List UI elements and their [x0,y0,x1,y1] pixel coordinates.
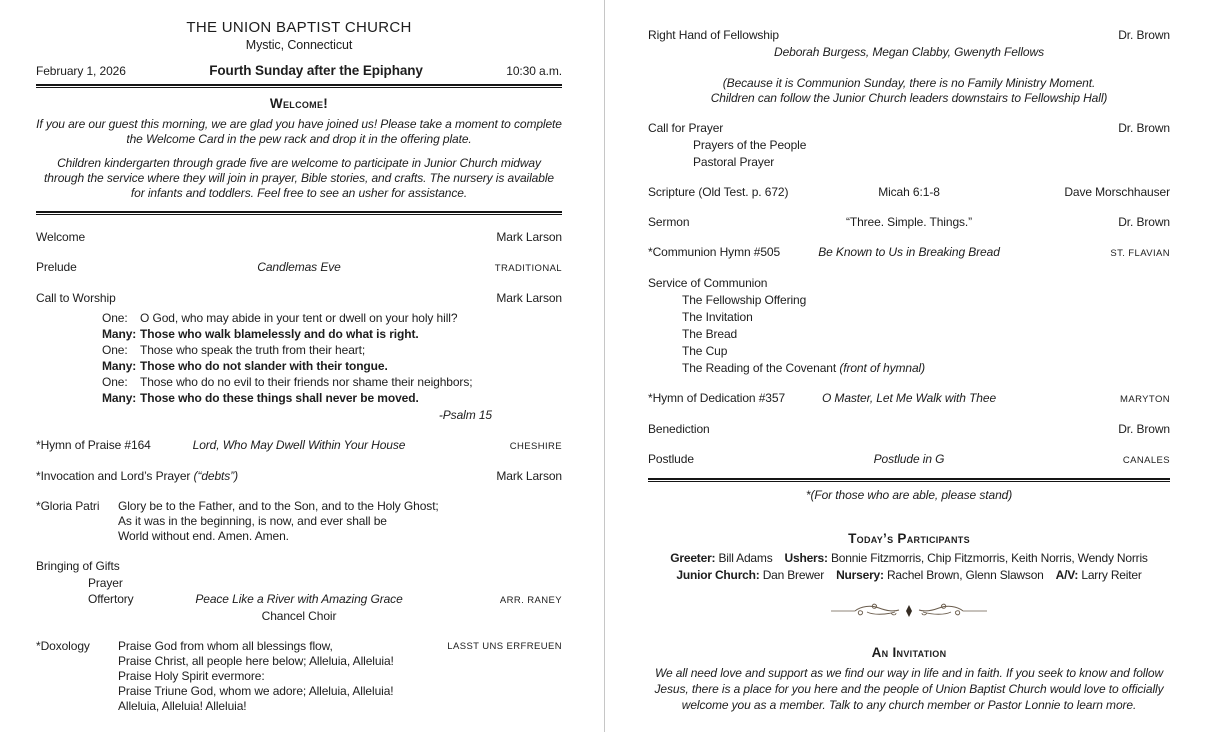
item-title: Be Known to Us in Breaking Bread [818,245,1000,259]
item-title: Postlude in G [873,452,945,466]
item-tune: ST. FLAVIAN [1110,248,1170,259]
participant-names: Bill Adams [718,551,773,565]
response-speaker: One: [102,375,128,389]
item-label: *Gloria Patri [36,499,100,513]
prayer-sub-item: Pastoral Prayer [693,155,775,169]
communion-sub-item: The Cup [682,344,728,358]
participant-role: Nursery: [836,568,884,582]
item-label: Scripture (Old Test. p. 672) [648,185,789,199]
prayer-sub-item: Prayers of the People [693,138,807,152]
item-label: Call for Prayer [648,121,724,135]
participant-pair [785,551,1148,565]
participant-pair [836,568,1044,582]
service-item-hymn-of-dedication [648,391,1170,407]
participant-names: Larry Reiter [1081,568,1142,582]
header-divider [36,84,562,88]
communion-sub-parenthetical: (front of hymnal) [839,361,925,375]
service-item-prelude [36,260,562,276]
page-left [0,0,604,732]
participant-pair [1056,568,1142,582]
response-speaker: Many: [102,391,137,405]
response-speaker: Many: [102,327,137,341]
service-item-communion-hymn [648,245,1170,261]
doxology-line: Praise Triune God, whom we adore; Alleluia, Alleluia! [118,684,394,698]
communion-note-line: Children can follow the Junior Church leaders downstairs to Fellowship Hall) [710,91,1108,105]
item-parenthetical: (“debts”) [193,469,238,483]
item-title: Peace Like a River with Amazing Grace [195,592,403,606]
guest-note: If you are our guest this morning, we are glad you have joined us! Please take a moment to complete the Welcome Card in the pew rack and drop it in the offering plate. [36,117,562,146]
service-item-sermon [648,215,1170,230]
invitation-heading: An Invitation [871,645,947,660]
service-occasion: Fourth Sunday after the Epiphany [209,63,423,78]
item-label: Welcome [36,230,86,244]
church-location: Mystic, Connecticut [245,38,353,52]
item-leader: Dr. Brown [1118,422,1170,436]
item-tune: MARYTON [1120,394,1170,405]
service-item-welcome [36,230,562,245]
response-speaker: One: [102,311,128,325]
item-title: “Three. Simple. Things.” [845,215,973,229]
communion-note [648,76,1170,106]
doxology-line: Praise God from whom all blessings flow, [118,639,333,653]
service-item-hymn-of-praise [36,438,562,454]
service-item-call-to-worship [36,291,562,306]
communion-sub-item: The Invitation [682,310,753,324]
item-label: Service of Communion [648,276,768,290]
service-date: February 1, 2026 [36,64,126,78]
item-label: *Hymn of Dedication #357 [648,391,786,405]
doxology-line: Praise Holy Spirit evermore: [118,669,265,683]
item-label: Prelude [36,260,77,274]
participant-role: Greeter: [670,551,716,565]
service-item-bringing-of-gifts [36,559,562,574]
item-tune: CANALES [1122,455,1170,466]
doxology-text [118,639,439,714]
item-label: Offertory [88,592,134,606]
service-time: 10:30 a.m. [506,64,562,78]
doxology-line: Alleluia, Alleluia! Alleluia! [118,699,247,713]
item-leader: Mark Larson [496,469,562,483]
item-tune: CHESHIRE [509,441,562,452]
service-item-gloria-patri [36,499,562,544]
response-line [102,310,562,326]
children-note: Children kindergarten through grade five are welcome to participate in Junior Church midway through the service where they will join in prayer, Bible stories, and crafts. The nursery is available for infants and toddlers. Feel free to see an usher for assistance. [44,156,554,200]
participant-names: Dan Brewer [762,568,825,582]
communion-sub-item [682,360,1170,376]
item-leader: Dr. Brown [1118,28,1170,42]
item-tune: ARR. RANEY [499,595,562,606]
communion-sub-item: The Bread [682,327,738,341]
item-label: Right Hand of Fellowship [648,28,780,42]
response-line [102,374,562,390]
item-leader: Mark Larson [496,230,562,244]
welcome-divider [36,211,562,215]
item-label: *Communion Hymn #505 [648,245,781,259]
response-speaker: Many: [102,359,137,373]
participants-line [648,568,1170,583]
participant-names: Bonnie Fitzmorris, Chip Fitzmorris, Keith Norris, Wendy Norris [830,551,1148,565]
response-line [102,358,562,374]
participants-heading: Today’s Participants [848,531,970,546]
item-label: *Hymn of Praise #164 [36,438,151,452]
service-item-communion [648,276,1170,291]
item-tune: TRADITIONAL [494,263,562,274]
response-text: Those who walk blamelessly and do what is right. [140,327,419,341]
fellowship-names: Deborah Burgess, Megan Clabby, Gwenyth Fellows [774,45,1044,59]
item-label: Sermon [648,215,690,229]
item-label: Call to Worship [36,291,116,305]
communion-note-line: (Because it is Communion Sunday, there is no Family Ministry Moment. [722,76,1096,90]
response-text: Those who do no evil to their friends nor shame their neighbors; [140,375,473,389]
item-title: Candlemas Eve [257,260,341,274]
response-line [102,342,562,358]
item-label: Bringing of Gifts [36,559,120,573]
date-row [36,63,562,84]
gifts-sub-prayer: Prayer [88,576,123,590]
service-item-offertory [36,592,562,608]
item-title: Micah 6:1-8 [878,185,940,199]
order-of-service-divider [648,478,1170,482]
item-reader: Dave Morschhauser [1064,185,1170,199]
service-item-right-hand [648,28,1170,43]
participant-role: A/V: [1055,568,1079,582]
offertory-performer: Chancel Choir [261,609,337,623]
church-name: THE UNION BAPTIST CHURCH [186,19,412,36]
participants-line [648,551,1170,566]
item-title: O Master, Let Me Walk with Thee [821,391,997,405]
page-right [605,0,1209,732]
participant-names: Rachel Brown, Glenn Slawson [886,568,1044,582]
item-leader: Mark Larson [496,291,562,305]
response-text: Those who do not slander with their tongue. [140,359,388,373]
stand-note: *(For those who are able, please stand) [805,488,1013,502]
service-item-call-for-prayer [648,121,1170,136]
participant-pair [670,551,772,565]
communion-sub-text: The Reading of the Covenant [682,361,837,375]
psalm-attribution: -Psalm 15 [438,408,492,422]
item-label: Benediction [648,422,710,436]
item-label: *Invocation and Lord’s Prayer [36,469,191,483]
communion-sub-item: The Fellowship Offering [682,293,807,307]
gloria-line: Glory be to the Father, and to the Son, and to the Holy Ghost; [118,499,439,513]
participant-pair [676,568,824,582]
service-item-doxology [36,639,562,714]
response-speaker: One: [102,343,128,357]
item-leader: Dr. Brown [1118,121,1170,135]
item-title: Lord, Who May Dwell Within Your House [192,438,406,452]
gloria-patri-text [118,499,562,544]
item-label: Postlude [648,452,694,466]
service-item-postlude [648,452,1170,468]
service-item-invocation [36,469,562,484]
gloria-line: As it was in the beginning, is now, and ever shall be [118,514,387,528]
welcome-heading: Welcome! [269,96,329,111]
gloria-line: World without end. Amen. Amen. [118,529,289,543]
participant-role: Ushers: [784,551,828,565]
response-text: Those who speak the truth from their heart; [140,343,366,357]
item-leader: Dr. Brown [1118,215,1170,229]
response-line [102,326,562,342]
response-text: O God, who may abide in your tent or dwell on your holy hill? [140,311,458,325]
service-item-scripture [648,185,1170,200]
invitation-body: We all need love and support as we find our way in life and in faith. If you seek to know and follow Jesus, there is a place for you here and the people of Union Baptist Church would love to officially welcome you as a member. Talk to any church member or Pastor Lonnie to learn more. [654,666,1164,712]
participant-role: Junior Church: [676,568,760,582]
doxology-line: Praise Christ, all people here below; Alleluia, Alleluia! [118,654,394,668]
item-tune: LASST UNS ERFREUEN [447,641,562,652]
response-line [102,390,562,406]
call-to-worship-responses [102,310,562,406]
item-label: *Doxology [36,639,90,653]
service-item-benediction [648,422,1170,437]
flourish-divider-icon [648,603,1170,623]
response-text: Those who do these things shall never be moved. [140,391,419,405]
